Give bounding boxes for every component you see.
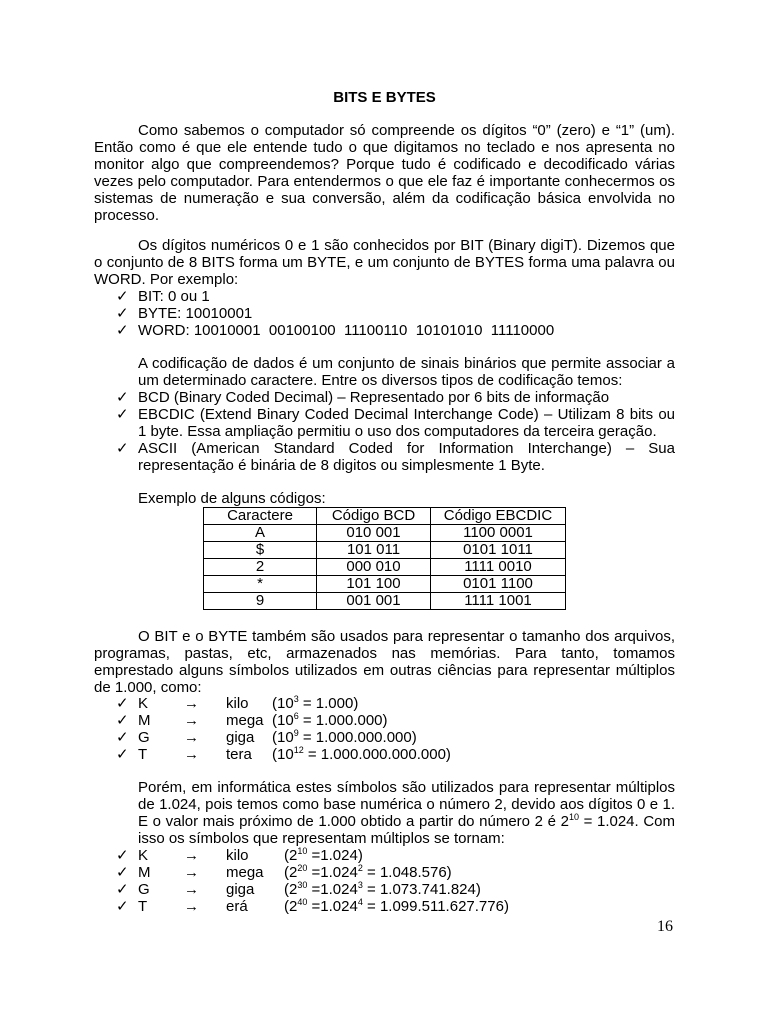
paragraph-encoding: A codificação de dados é um conjunto de sinais binários que permite associar a um determinado caractere. Entre os diversos tipos de codificação temos: [138, 355, 675, 389]
check-icon: ✓ [116, 288, 129, 305]
decimal-multiples-list [94, 695, 675, 763]
list-item: ✓ M → mega $(2^{20} =1.024^2 = 1.048.576)$ [116, 863, 452, 881]
table-row [204, 593, 566, 610]
codes-table [203, 507, 566, 610]
check-icon: ✓ [116, 729, 129, 746]
binary-multiples-list [94, 847, 675, 915]
arrow-right-icon: → [184, 712, 199, 729]
list-item: ✓ K → kilo $(10^3 = 1.000)$ [116, 694, 359, 712]
list-item: ✓ WORD: 10010001 00100100 11100110 10101010 11110000 [116, 322, 555, 339]
table-cell: 2 [204, 559, 317, 576]
check-icon: ✓ [116, 881, 129, 898]
list-item: ✓ BYTE: 10010001 [116, 305, 253, 322]
table-row [204, 525, 566, 542]
table-cell: 001 001 [317, 593, 431, 610]
check-icon: ✓ [116, 305, 129, 322]
table-cell: 0101 1011 [431, 542, 566, 559]
list-item: ✓ K → kilo $(2^{10} =1.024)$ [116, 846, 363, 864]
paragraph-sizes: O BIT e o BYTE também são usados para representar o tamanho dos arquivos, programas, pastas, etc, armazenados nas memórias. Para tanto, tomamos emprestado alguns símbolos utilizados em outras ciências para representar múltiplos de 1.000, como: [94, 628, 675, 696]
check-icon: ✓ [116, 864, 129, 881]
table-cell: 000 010 [317, 559, 431, 576]
table-cell: 9 [204, 593, 317, 610]
table-cell: $ [204, 542, 317, 559]
list-item: ✓ BCD (Binary Coded Decimal) – Representado por 6 bits de informação [116, 389, 610, 406]
list-item: ✓ ASCII (American Standard Coded for Information Interchange) – Sua representação é binária de 8 digitos ou simplesmente 1 Byte. [116, 440, 675, 474]
list-item: ✓ T → erá $(2^{40} =1.024^4 = 1.099.511.627.776)$ [116, 897, 509, 915]
check-icon: ✓ [116, 695, 129, 712]
arrow-right-icon: → [184, 746, 199, 763]
column-header: Caractere [204, 508, 317, 525]
check-icon: ✓ [116, 847, 129, 864]
check-icon: ✓ [116, 746, 129, 763]
list-item: ✓ G → giga $(10^9 = 1.000.000.000)$ [116, 728, 417, 746]
arrow-right-icon: → [184, 864, 199, 881]
table-row [204, 576, 566, 593]
paragraph-bits: Os dígitos numéricos 0 e 1 são conhecidos por BIT (Binary digiT). Dizemos que o conjunto de 8 BITS forma um BYTE, e um conjunto de BYTES forma uma palavra ou WORD. Por exemplo: [94, 237, 675, 288]
paragraph-intro: Como sabemos o computador só compreende os dígitos “0” (zero) e “1” (um). Então como é que ele entende tudo o que digitamos no teclado e nos apresenta no monitor algo que compreendemos? Porque tudo é codificado e decodificado várias vezes pelo computador. Para entendermos o que ele faz é importante conhecermos os sistemas de numeração e sua conversão, além da codificação básica envolvida no processo. [94, 122, 675, 224]
page-title: BITS E BYTES [333, 89, 436, 106]
table-cell: 010 001 [317, 525, 431, 542]
table-header-row [204, 508, 566, 525]
check-icon: ✓ [116, 406, 129, 423]
table-cell: 1111 0010 [431, 559, 566, 576]
arrow-right-icon: → [184, 695, 199, 712]
page-number: 16 [657, 918, 673, 935]
arrow-right-icon: → [184, 729, 199, 746]
arrow-right-icon: → [184, 881, 199, 898]
table-cell: 1111 1001 [431, 593, 566, 610]
table-cell: * [204, 576, 317, 593]
check-icon: ✓ [116, 389, 129, 406]
list-item: ✓ BIT: 0 ou 1 [116, 288, 210, 305]
table-cell: 1100 0001 [431, 525, 566, 542]
list-item: ✓ G → giga $(2^{30} =1.024^3 = 1.073.741.824)$ [116, 880, 481, 898]
list-item: ✓ T → tera $(10^{12} = 1.000.000.000.000)$ [116, 745, 451, 763]
table-row [204, 542, 566, 559]
table-cell: 0101 1100 [431, 576, 566, 593]
table-cell: 101 100 [317, 576, 431, 593]
paragraph-binary-multiples: Porém, em informática estes símbolos são utilizados para representar múltiplos de 1.024, pois temos como base numérica o número 2, devido aos dígitos 0 e 1. E o valor mais próximo de 1.000 obtido a partir do número 2 é $2^{10} = 1.024$. Com isso os símbolos que representam múltiplos se tornam: [138, 779, 675, 847]
example-label: Exemplo de alguns códigos: [138, 490, 326, 507]
table-row [204, 559, 566, 576]
column-header: Código BCD [317, 508, 431, 525]
list-item: ✓ M → mega $(10^6 = 1.000.000)$ [116, 711, 388, 729]
bit-byte-word-list [94, 288, 675, 339]
check-icon: ✓ [116, 712, 129, 729]
table-cell: 101 011 [317, 542, 431, 559]
arrow-right-icon: → [184, 847, 199, 864]
table-cell: A [204, 525, 317, 542]
list-item: ✓ EBCDIC (Extend Binary Coded Decimal Interchange Code) – Utilizam 8 bits ou 1 byte. Essa ampliação permitiu o uso dos computadores da terceira geração. [116, 406, 675, 440]
check-icon: ✓ [116, 322, 129, 339]
arrow-right-icon: → [184, 898, 199, 915]
check-icon: ✓ [116, 898, 129, 915]
encoding-list [94, 389, 675, 474]
column-header: Código EBCDIC [431, 508, 566, 525]
check-icon: ✓ [116, 440, 129, 457]
